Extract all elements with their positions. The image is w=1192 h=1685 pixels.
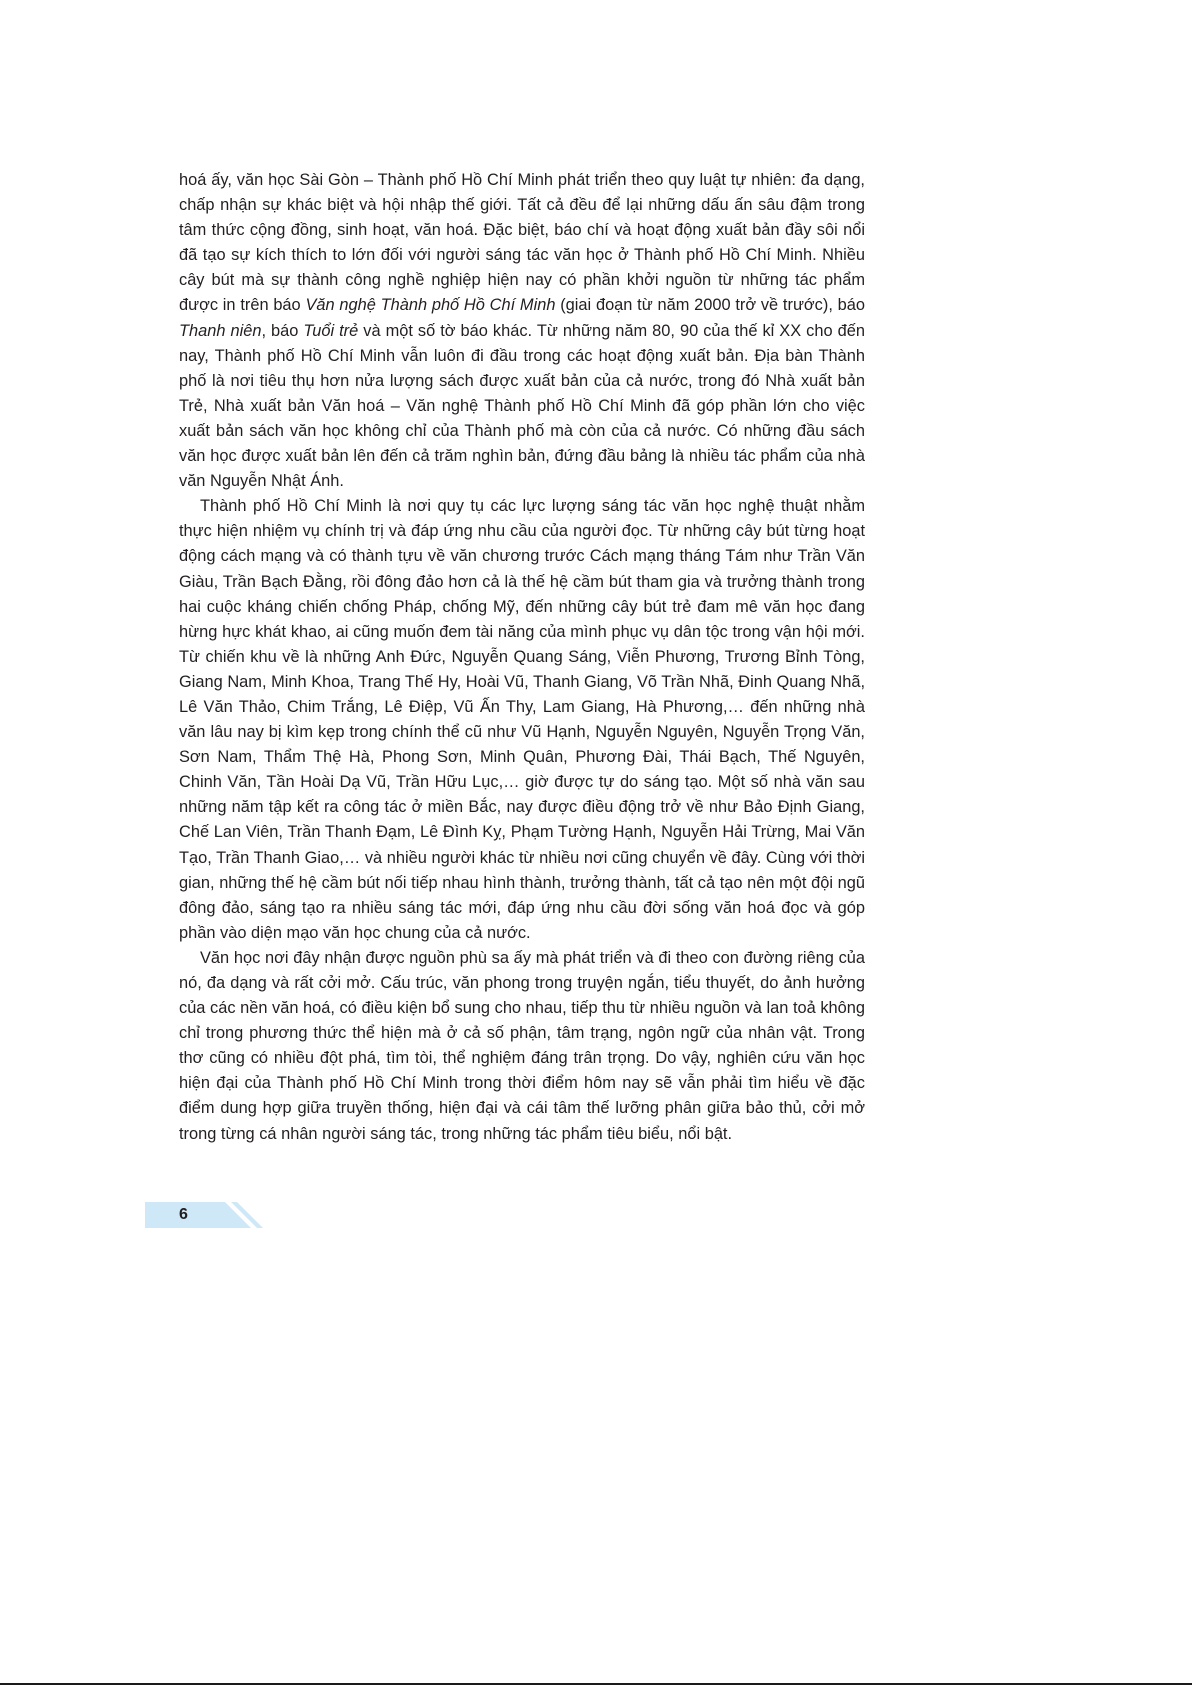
paragraph-3: Văn học nơi đây nhận được nguồn phù sa ấy mà phát triển và đi theo con đường riêng của nó, đa dạng và rất cởi mở. Cấu trúc, văn phong trong truyện ngắn, tiểu thuyết, do ảnh hưởng của các nền văn hoá, có điều kiện bổ sung cho nhau, tiếp thu từ nhiều nguồn và lan toả không chỉ trong phương thức thể hiện mà ở cả số phận, tâm trạng, ngôn ngữ của nhân vật. Trong thơ cũng có nhiều đột phá, tìm tòi, thể nghiệm đáng trân trọng. Do vậy, nghiên cứu văn học hiện đại của Thành phố Hồ Chí Minh trong thời điểm hôm nay sẽ vẫn phải tìm hiểu về đặc điểm dung hợp giữa truyền thống, hiện đại và cái tâm thế lưỡng phân giữa bảo thủ, cởi mở trong từng cá nhân người sáng tác, trong những tác phẩm tiêu biểu, nổi bật.	[179, 948, 865, 1143]
paragraph-1-text-a: hoá ấy, văn học Sài Gòn – Thành phố Hồ Chí Minh phát triển theo quy luật tự nhiên: đa dạng, chấp nhận sự khác biệt và hội nhập thế giới. Tất cả đều để lại những dấu ấn sâu đậm trong tâm thức cộng đồng, sinh hoạt, văn hoá. Đặc biệt, báo chí và hoạt động xuất bản đầy sôi nổi đã tạo sự kích thích to lớn đối với người sáng tác văn học ở Thành phố Hồ Chí Minh. Nhiều cây bút mà sự thành công nghề nghiệp hiện nay có phần khởi nguồn từ những tác phẩm được in trên báo	[179, 171, 865, 315]
newspaper-title-van-nghe: Văn nghệ Thành phố Hồ Chí Minh	[305, 296, 556, 315]
footer-band-graphic	[145, 1202, 265, 1228]
newspaper-title-tuoi-tre: Tuổi trẻ	[303, 321, 359, 340]
paragraph-1-text-c: , báo	[261, 321, 304, 340]
paragraph-1	[179, 168, 865, 494]
paragraph-2: Thành phố Hồ Chí Minh là nơi quy tụ các lực lượng sáng tác văn học nghệ thuật nhằm thực hiện nhiệm vụ chính trị và đáp ứng nhu cầu của người đọc. Từ những cây bút từng hoạt động cách mạng và có thành tựu về văn chương trước Cách mạng tháng Tám như Trần Văn Giàu, Trần Bạch Đằng, rồi đông đảo hơn cả là thế hệ cầm bút tham gia và trưởng thành trong hai cuộc kháng chiến chống Pháp, chống Mỹ, đến những cây bút trẻ đam mê văn học đang hừng hực khát khao, ai cũng muốn đem tài năng của mình phục vụ dân tộc trong vận hội mới. Từ chiến khu về là những Anh Đức, Nguyễn Quang Sáng, Viễn Phương, Trương Bỉnh Tòng, Giang Nam, Minh Khoa, Trang Thế Hy, Hoài Vũ, Thanh Giang, Võ Trần Nhã, Đinh Quang Nhã, Lê Văn Thảo, Chim Trắng, Lê Điệp, Vũ Ấn Thy, Lam Giang, Hà Phương,… đến những nhà văn lâu nay bị kìm kẹp trong chính thể cũ như Vũ Hạnh, Nguyễn Nguyên, Nguyễn Trọng Văn, Sơn Nam, Thẩm Thệ Hà, Phong Sơn, Minh Quân, Phương Đài, Thái Bạch, Thế Nguyên, Chinh Văn, Tần Hoài Dạ Vũ, Trần Hữu Lục,… giờ được tự do sáng tạo. Một số nhà văn sau những năm tập kết ra công tác ở miền Bắc, nay được điều động trở về như Bảo Định Giang, Chế Lan Viên, Trần Thanh Đạm, Lê Đình Kỵ, Phạm Tường Hạnh, Nguyễn Hải Trừng, Mai Văn Tạo, Trần Thanh Giao,… và nhiều người khác từ nhiều nơi cũng chuyển về đây. Cùng với thời gian, những thế hệ cầm bút nối tiếp nhau hình thành, trưởng thành, tất cả tạo nên một đội ngũ đông đảo, sáng tạo ra nhiều sáng tác mới, đáp ứng nhu cầu đời sống văn hoá đọc và góp phần vào diện mạo văn học chung của cả nước.	[179, 497, 865, 942]
paragraph-1-text-b: (giai đoạn từ năm 2000 trở về trước), báo	[555, 296, 865, 315]
body-text	[179, 168, 865, 1147]
newspaper-title-thanh-nien: Thanh niên	[179, 321, 262, 340]
page-footer	[145, 1202, 265, 1228]
footer-band	[145, 1202, 263, 1228]
page-number: 6	[179, 1206, 188, 1223]
paragraph-1-text-d: và một số tờ báo khác. Từ những năm 80, 90 của thế kỉ XX cho đến nay, Thành phố Hồ Chí Minh vẫn luôn đi đầu trong các hoạt động xuất bản. Địa bàn Thành phố là nơi tiêu thụ hơn nửa lượng sách được xuất bản của cả nước, trong đó Nhà xuất bản Trẻ, Nhà xuất bản Văn hoá – Văn nghệ Thành phố Hồ Chí Minh đã góp phần lớn cho việc xuất bản sách văn học không chỉ của Thành phố mà còn của cả nước. Có những đầu sách văn học được xuất bản lên đến cả trăm nghìn bản, đứng đầu bảng là nhiều tác phẩm của nhà văn Nguyễn Nhật Ánh.	[179, 321, 865, 491]
